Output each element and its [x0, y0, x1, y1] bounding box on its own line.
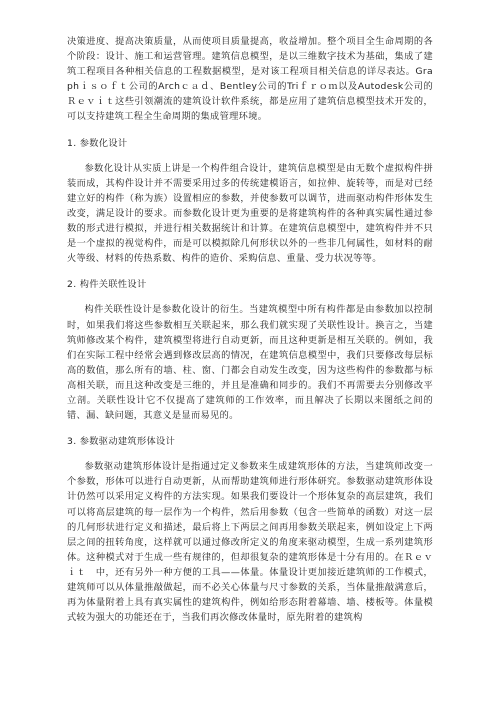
- section-2-body: 构件关联性设计是参数化设计的衍生。当建筑模型中所有构件都是由参数加以控制时，如果我们将这些参数相互关联起来，那么我们就实现了关联性设计。换言之，当建筑师修改某个构件，建筑模型将进行自动更新，而且这种更新是相互关联的。例如，我们在实际工程中经常会遇到修改层高的情况，在建筑信息模型中，我们只要修改每层标高的数值，那么所有的墙、柱、窗、门都会自动发生改变，因为这些构件的参数都与标高相关联，而且这种改变是三维的，并且是准确和同步的。我们不再需要去分别修改平立剖。关联性设计它不仅提高了建筑师的工作效率，而且解决了长期以来图纸之间的错、漏、缺问题，其意义是显而易见的。: [67, 304, 433, 422]
- section-3-heading: 3. 参数驱动建筑形体设计: [67, 436, 176, 448]
- section-1-heading: 1. 参数化设计: [67, 137, 128, 149]
- section-2-heading: 2. 构件关联性设计: [67, 279, 147, 291]
- section-3-body: 参数驱动建筑形体设计是指通过定义参数来生成建筑形体的方法，当建筑师改变一个参数，形体可以进行自动更新，从而帮助建筑师进行形体研究。参数驱动建筑形体设计仍然可以采用定义构件的方法实现。如果我们要设计一个形体复杂的高层建筑，我们可以将高层建筑的每一层作为一个构件，然后用参数（包含一些简单的函数）对这一层的几何形状进行定义和描述，最后将上下两层之间再用参数关联起来，例如设定上下两层之间的扭转角度，这样就可以通过修改所定义的角度来驱动模型，生成一系列建筑形体。这种模式对于生成一些有规律的，但却很复杂的建筑形体是十分有用的。在Ｒｅｖｉｔ 中，还有另外一种方便的工具——体量。体量设计更加接近建筑师的工作模式，建筑师可以从体量推敲做起，而不必关心体量与尺寸参数的关系，当体量推敲满意后，再为体量附着上具有真实属性的建筑构件，例如给形态附着幕墙、墙、楼板等。体量模式较为强大的功能还在于，当我们再次修改体量时，原先附着的建筑构: [67, 461, 433, 624]
- intro-paragraph: 决策进度、提高决策质量，从而使项目质量提高，收益增加。整个项目全生命周期的各个阶段：设计、施工和运营管理。建筑信息模型，是以三维数字技术为基础，集成了建筑工程项目各种相关信息的工程数据模型，是对该工程项目相关信息的详尽表达。Graphｉｓｏｆｔ公司的Archｃａｄ、Bentley公司的Triｆｒｏｍ以及Autodesk公司的Ｒｅｖｉｔ这些引领潮流的建筑设计软件系统，都是应用了建筑信息模型技术开发的，可以支持建筑工程全生命周期的集成管理环境。: [67, 36, 433, 123]
- document-page: [67, 34, 433, 625]
- section-1-body: 参数化设计从实质上讲是一个构件组合设计，建筑信息模型是由无数个虚拟构件拼装而成，其构件设计并不需要采用过多的传统建模语言，如拉伸、旋转等，而是对已经建立好的构件（称为族）设置相应的参数，并使参数可以调节，进而驱动构件形体发生改变，满足设计的要求。而参数化设计更为重要的是将建筑构件的各种真实属性通过参数的形式进行模拟，并进行相关数据统计和计算。在建筑信息模型中，建筑构件并不只是一个虚拟的视觉构件，而是可以模拟除几何形状以外的一些非几何属性，如材料的耐火等级、材料的传热系数、构件的造价、采购信息、重量、受力状况等等。: [67, 162, 433, 265]
